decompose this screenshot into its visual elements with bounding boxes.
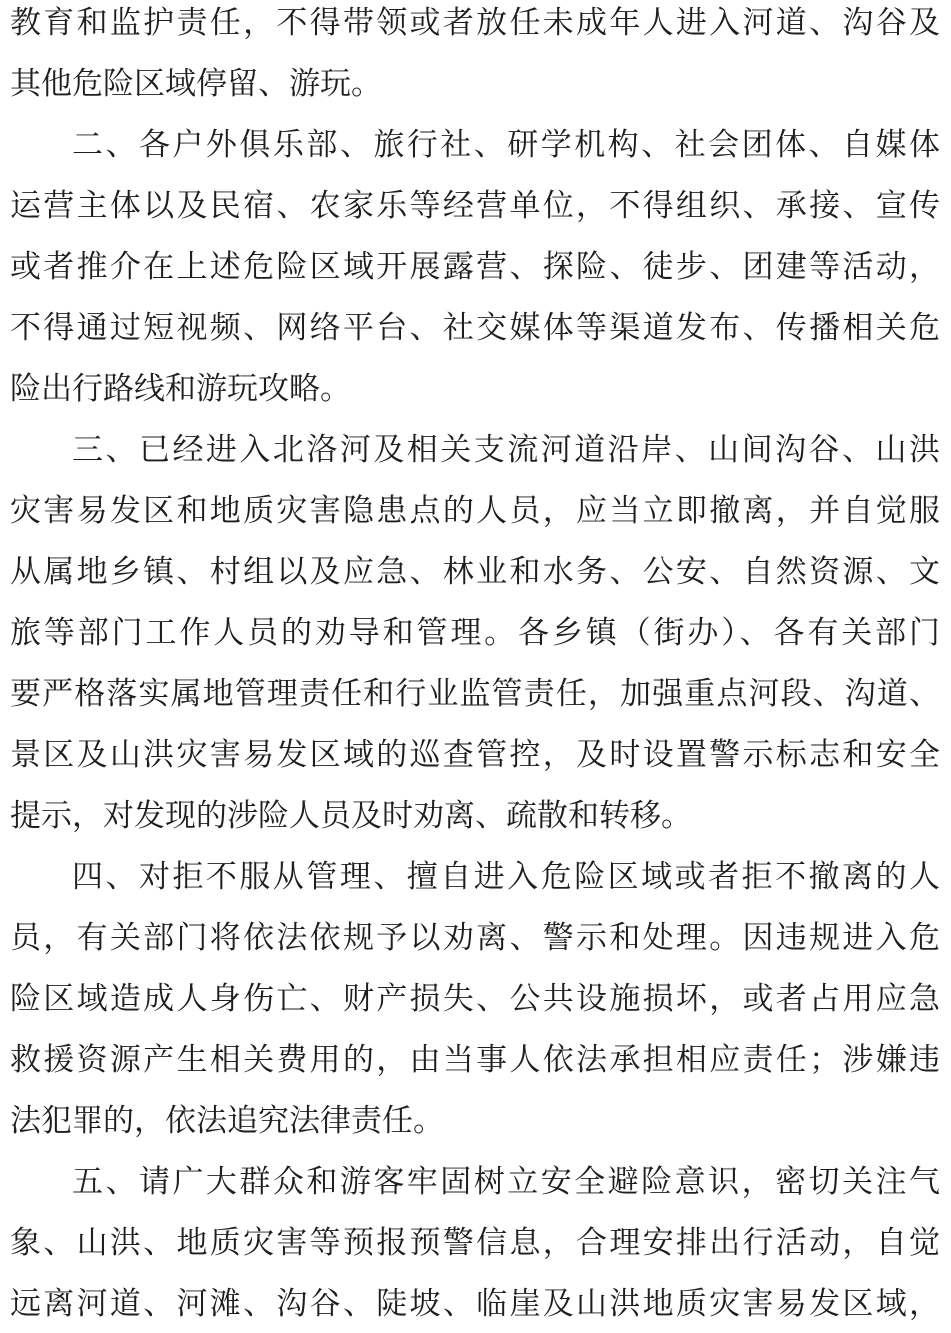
text-line: 不得通过短视频、网络平台、社交媒体等渠道发布、传播相关危: [10, 310, 940, 346]
text-line: 教育和监护责任，不得带领或者放任未成年人进入河道、沟谷及: [10, 5, 940, 41]
text-line: 或者推介在上述危险区域开展露营、探险、徒步、团建等活动，: [10, 249, 940, 285]
text-line: 法犯罪的，依法追究法律责任。: [10, 1103, 444, 1139]
paragraph-five-start: 五、请广大群众和游客牢固树立安全避险意识，密切关注气: [72, 1164, 940, 1200]
text-line: 要严格落实属地管理责任和行业监管责任，加强重点河段、沟道、: [10, 676, 940, 712]
text-line: 灾害易发区和地质灾害隐患点的人员，应当立即撤离，并自觉服: [10, 493, 940, 529]
text-line: 险出行路线和游玩攻略。: [10, 371, 351, 407]
text-line: 险区域造成人身伤亡、财产损失、公共设施损坏，或者占用应急: [10, 981, 940, 1017]
paragraph-two-start: 二、各户外俱乐部、旅行社、研学机构、社会团体、自媒体: [72, 127, 940, 163]
text-line: 景区及山洪灾害易发区域的巡查管控，及时设置警示标志和安全: [10, 737, 940, 773]
text-line: 旅等部门工作人员的劝导和管理。各乡镇（街办）、各有关部门: [10, 615, 940, 651]
text-line: 提示，对发现的涉险人员及时劝离、疏散和转移。: [10, 798, 692, 834]
text-line: 其他危险区域停留、游玩。: [10, 66, 382, 102]
text-line: 象、山洪、地质灾害等预报预警信息，合理安排出行活动，自觉: [10, 1225, 940, 1261]
text-line: 从属地乡镇、村组以及应急、林业和水务、公安、自然资源、文: [10, 554, 940, 590]
paragraph-four-start: 四、对拒不服从管理、擅自进入危险区域或者拒不撤离的人: [72, 859, 940, 895]
text-line: 远离河道、河滩、沟谷、陡坡、临崖及山洪地质灾害易发区域，: [10, 1286, 940, 1322]
text-line: 员，有关部门将依法依规予以劝离、警示和处理。因违规进入危: [10, 920, 940, 956]
paragraph-three-start: 三、已经进入北洛河及相关支流河道沿岸、山间沟谷、山洪: [72, 432, 940, 468]
text-line: 救援资源产生相关费用的，由当事人依法承担相应责任；涉嫌违: [10, 1042, 940, 1078]
text-line: 运营主体以及民宿、农家乐等经营单位，不得组织、承接、宣传: [10, 188, 940, 224]
